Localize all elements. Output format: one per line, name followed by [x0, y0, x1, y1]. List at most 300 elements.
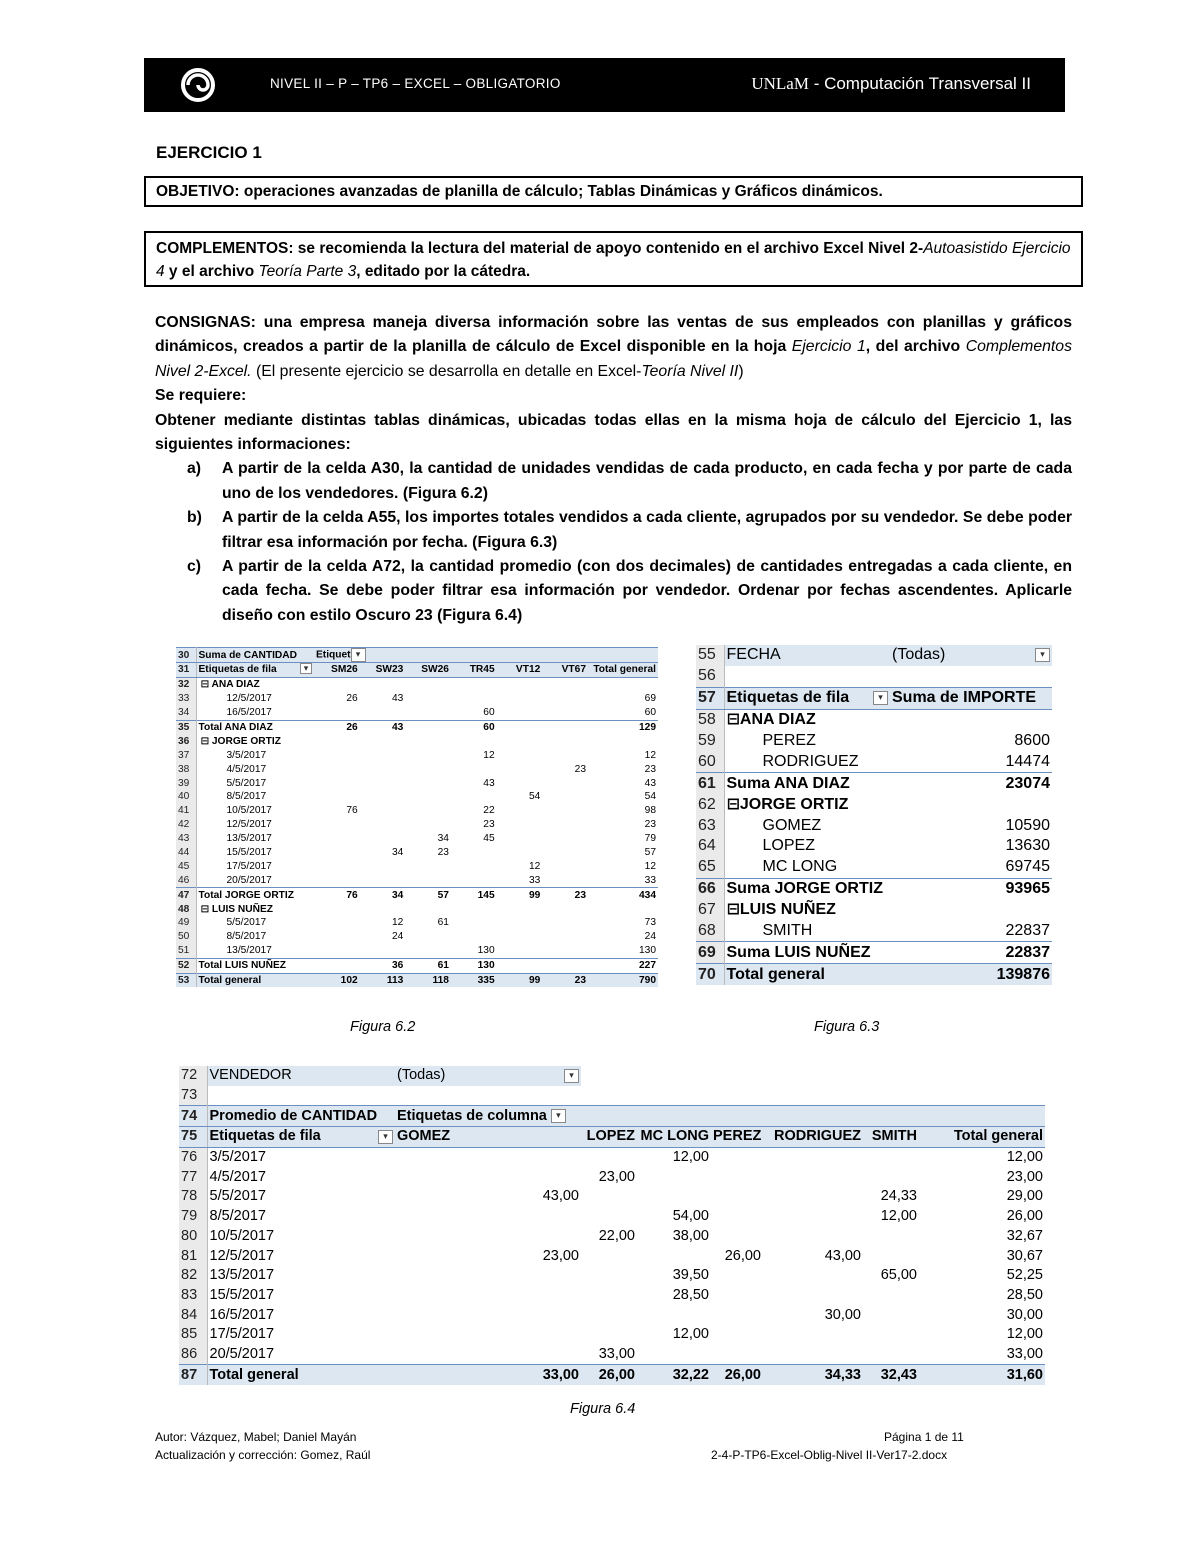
row-label: 8/5/2017: [226, 791, 267, 803]
table-row: [179, 1286, 1045, 1306]
value-cell: [451, 873, 497, 887]
value-cell: 43: [644, 777, 656, 789]
column-header: PEREZ: [711, 1127, 763, 1148]
table-row: [176, 804, 658, 818]
dropdown-arrow-icon[interactable]: ▾: [564, 1069, 579, 1083]
row-label: 13/5/2017: [226, 945, 272, 957]
document-header: [144, 58, 1065, 112]
value-cell: 33,00: [598, 1345, 635, 1362]
row-number: 74: [179, 1106, 207, 1127]
value-cell: 33: [644, 874, 656, 886]
row-label: 17/5/2017: [226, 860, 272, 872]
value-cell: 43: [360, 720, 406, 734]
value-cell: [542, 902, 588, 916]
consignas-paragraph: [155, 311, 1072, 384]
table-row: [176, 818, 658, 832]
value-cell: [314, 902, 360, 916]
row-number: 35: [176, 720, 196, 734]
value-cell: 34: [391, 847, 404, 859]
value-cell: [405, 677, 451, 691]
value-cell: [451, 859, 497, 873]
value-cell: 38,00: [672, 1227, 709, 1244]
value-cell: 23074: [890, 773, 1052, 794]
table-row: [696, 964, 1052, 985]
row-number: 52: [176, 958, 196, 973]
value-cell: 790: [588, 973, 658, 987]
pivot-value-row: [176, 648, 658, 663]
row-label: GOMEZ: [762, 816, 822, 834]
row-number: 41: [176, 804, 196, 818]
row-number: 45: [176, 859, 196, 873]
row-label: 15/5/2017: [209, 1286, 275, 1303]
value-cell: [542, 706, 588, 720]
column-header: Total general: [919, 1127, 1045, 1148]
row-number: 79: [179, 1207, 207, 1227]
row-label: ⊟LUIS NUÑEZ: [726, 901, 836, 919]
row-number: 87: [179, 1365, 207, 1385]
dropdown-arrow-icon[interactable]: ▾: [1035, 648, 1050, 662]
column-header: SM26: [314, 663, 360, 678]
column-header: GOMEZ: [395, 1127, 581, 1148]
table-row: [696, 900, 1052, 921]
value-cell: 23: [644, 763, 656, 775]
value-cell: [405, 944, 451, 958]
footer-file: 2-4-P-TP6-Excel-Oblig-Nivel II-Ver17-2.docx: [711, 1448, 948, 1462]
value-cell: [497, 902, 543, 916]
value-cell: 23: [542, 888, 588, 902]
value-cell: [863, 1345, 919, 1365]
value-cell: [711, 1345, 763, 1365]
value-cell: 32,22: [637, 1365, 711, 1385]
row-number: 48: [176, 902, 196, 916]
value-cell: 43,00: [542, 1188, 579, 1205]
value-cell: 227: [588, 958, 658, 973]
value-cell: 10590: [1005, 816, 1050, 834]
value-cell: [405, 720, 451, 734]
exercise-title: EJERCICIO 1: [156, 143, 262, 162]
value-cell: 130: [477, 945, 495, 957]
table-row: [176, 734, 658, 748]
row-number: 85: [179, 1325, 207, 1345]
value-cell: 335: [451, 973, 497, 987]
table-row: [696, 645, 1052, 666]
value-cell: 129: [588, 720, 658, 734]
value-cell: [451, 790, 497, 804]
table-row: [179, 1246, 1045, 1266]
value-cell: 52,25: [1006, 1267, 1043, 1284]
value-cell: [863, 1286, 919, 1306]
value-cell: 22837: [1005, 922, 1050, 940]
filter-value[interactable]: [395, 1066, 581, 1086]
value-cell: 23,00: [542, 1247, 579, 1264]
row-number: 64: [696, 836, 724, 857]
row-number: 37: [176, 748, 196, 762]
table-row: [176, 873, 658, 887]
row-number: 69: [696, 942, 724, 964]
value-cell: [314, 790, 360, 804]
value-cell: [542, 958, 588, 973]
row-label: ⊟JORGE ORTIZ: [726, 795, 849, 813]
row-number: 36: [176, 734, 196, 748]
table-row: [179, 1167, 1045, 1187]
complements-text-1: COMPLEMENTOS: se recomienda la lectura del material de apoyo contenido en el archivo Excel Nivel 2-: [156, 240, 924, 257]
value-cell: [890, 666, 1052, 687]
filter-value: (Todas) ▾: [890, 645, 1052, 666]
value-cell: 22837: [890, 942, 1052, 964]
value-cell: 33,00: [1006, 1345, 1043, 1362]
row-number: 53: [176, 973, 196, 987]
row-label: Total general: [196, 973, 314, 987]
value-cell: [863, 1305, 919, 1325]
value-cell: [581, 1147, 637, 1167]
table-row: [179, 1325, 1045, 1345]
column-header: SW26: [405, 663, 451, 678]
value-cell: [405, 776, 451, 790]
value-cell: 26,00: [581, 1365, 637, 1385]
footer-update: Actualización y corrección: Gomez, Raúl: [155, 1448, 371, 1462]
header-institution: [751, 74, 1031, 94]
row-number: 70: [696, 964, 724, 985]
requirement-item: [155, 555, 1072, 628]
row-label: 12/5/2017: [226, 819, 272, 831]
value-cell: [542, 790, 588, 804]
value-cell: [314, 706, 360, 720]
value-cell: [360, 944, 406, 958]
table-row: [176, 916, 658, 930]
value-cell: [863, 1325, 919, 1345]
value-cell: [542, 720, 588, 734]
value-cell: 23: [542, 973, 588, 987]
value-cell: [863, 1246, 919, 1266]
table-row: [176, 902, 658, 916]
row-number: 34: [176, 706, 196, 720]
value-cell: [451, 916, 497, 930]
value-cell: [360, 706, 406, 720]
table-row: [176, 692, 658, 706]
value-cell: [581, 1207, 637, 1227]
value-cell: 23: [483, 819, 495, 831]
value-cell: 145: [451, 888, 497, 902]
figure-caption: Figura 6.2: [350, 1019, 416, 1035]
value-cell: [451, 734, 497, 748]
column-header: SW23: [360, 663, 406, 678]
row-label: Total LUIS NUÑEZ: [196, 958, 314, 973]
value-cell: 12: [644, 860, 656, 872]
value-cell: [542, 818, 588, 832]
row-number: 38: [176, 762, 196, 776]
value-cell: 113: [360, 973, 406, 987]
row-labels-header: Etiquetas de fila ▾: [207, 1127, 395, 1148]
table-row: [696, 815, 1052, 836]
value-cell: [763, 1345, 863, 1365]
value-cell: 26,00: [1006, 1208, 1043, 1225]
pivot-filter-row: [179, 1066, 1045, 1086]
column-labels-filter[interactable]: [395, 1106, 581, 1127]
value-cell: [542, 859, 588, 873]
row-number: 44: [176, 846, 196, 860]
consignas-ref-3: Teoría Nivel II: [641, 362, 739, 380]
value-cell: [763, 1286, 863, 1306]
value-cell: [314, 873, 360, 887]
row-number: 62: [696, 794, 724, 815]
value-cell: [763, 1325, 863, 1345]
header-brand: UNLaM: [751, 74, 809, 93]
row-number: 83: [179, 1286, 207, 1306]
value-cell: [542, 944, 588, 958]
blank-row: [179, 1086, 1045, 1106]
value-cell: [581, 1187, 637, 1207]
value-cell: 130: [639, 945, 656, 957]
value-cell: [542, 748, 588, 762]
value-cell: 69745: [1005, 858, 1050, 876]
row-number: 33: [176, 692, 196, 706]
value-cell: [711, 1187, 763, 1207]
value-cell: [711, 1325, 763, 1345]
value-cell: 22: [483, 805, 495, 817]
table-row: [179, 1207, 1045, 1227]
value-cell: 33: [528, 874, 541, 886]
row-number: 55: [696, 645, 724, 666]
value-cell: [497, 958, 543, 973]
column-header: VT67: [542, 663, 588, 678]
value-cell: [711, 1266, 763, 1286]
value-cell: [395, 1325, 581, 1345]
value-cell: [360, 859, 406, 873]
value-cell: [497, 692, 543, 706]
value-cell: [395, 1147, 581, 1167]
table-row: [179, 1345, 1045, 1365]
value-cell: [542, 804, 588, 818]
row-label: Etiquetas de fila ▾: [724, 687, 890, 709]
filter-value-text: (Todas): [397, 1067, 446, 1084]
requirement-item: [155, 506, 1072, 555]
value-cell: [863, 1147, 919, 1167]
value-cell: [711, 1147, 763, 1167]
figure-6-3-pivot-table: [696, 645, 1052, 998]
row-label: 8/5/2017: [226, 931, 267, 943]
dropdown-arrow-icon[interactable]: ▾: [551, 1109, 566, 1123]
row-number: 50: [176, 930, 196, 944]
row-number: 81: [179, 1246, 207, 1266]
row-label: 16/5/2017: [209, 1306, 275, 1323]
consignas-text-2: , del archivo: [865, 338, 966, 356]
value-cell: [763, 1187, 863, 1207]
se-requiere: Se requiere:: [155, 387, 247, 405]
value-cell: [581, 1286, 637, 1306]
figure-caption: Figura 6.4: [570, 1401, 636, 1417]
value-cell: [314, 677, 360, 691]
value-cell: [405, 762, 451, 776]
value-cell: [863, 1227, 919, 1247]
consignas-text-4: ): [738, 362, 744, 380]
value-cell: 57: [405, 888, 451, 902]
value-cell: 26: [346, 693, 358, 705]
value-cell: 45: [483, 833, 495, 845]
footer-author: Autor: Vázquez, Mabel; Daniel Mayán: [155, 1430, 357, 1444]
value-cell: [890, 709, 1052, 730]
value-cell: [711, 1305, 763, 1325]
table-row: [179, 1187, 1045, 1207]
value-cell: [314, 748, 360, 762]
table-row: [696, 731, 1052, 752]
value-cell: [637, 1345, 711, 1365]
requirement-label: a): [187, 460, 202, 478]
table-row: [696, 666, 1052, 687]
column-header: SMITH: [863, 1127, 919, 1148]
value-cell: [451, 930, 497, 944]
value-cell: [763, 1147, 863, 1167]
row-label: ⊟ANA DIAZ: [726, 711, 816, 729]
row-label: LOPEZ: [762, 837, 815, 855]
row-number: 47: [176, 888, 196, 902]
value-cell: [497, 720, 543, 734]
table-row: [176, 930, 658, 944]
row-label: 4/5/2017: [226, 763, 267, 775]
value-cell: [314, 762, 360, 776]
grand-total-row: [179, 1365, 1045, 1385]
table-row: [696, 751, 1052, 772]
requirement-item: [155, 457, 1072, 506]
dropdown-arrow-icon[interactable]: ▾: [378, 1130, 393, 1144]
row-label: 20/5/2017: [209, 1345, 275, 1362]
row-number: 57: [696, 687, 724, 709]
value-cell: [763, 1227, 863, 1247]
value-cell: 36: [360, 958, 406, 973]
dropdown-arrow-icon[interactable]: ▾: [351, 648, 366, 662]
value-cell: 60: [483, 707, 495, 719]
value-cell: [497, 706, 543, 720]
value-cell: [395, 1207, 581, 1227]
value-cell: [395, 1345, 581, 1365]
value-cell: [711, 1286, 763, 1306]
value-cell: [588, 902, 658, 916]
value-cell: 26: [314, 720, 360, 734]
row-label: ⊟ JORGE ORTIZ: [200, 735, 281, 747]
consignas-text-3: (El presente ejercicio se desarrolla en detalle en Excel-: [251, 362, 642, 380]
value-cell: [314, 846, 360, 860]
row-label: 10/5/2017: [209, 1227, 275, 1244]
column-header: Total general: [588, 663, 658, 678]
requirements-intro: Obtener mediante distintas tablas dinámicas, ubicadas todas ellas en la misma hoja de cálculo del Ejercicio 1, las siguientes informaciones:: [155, 411, 1072, 454]
row-number: 86: [179, 1345, 207, 1365]
table-row: [176, 859, 658, 873]
value-cell: 54: [528, 791, 541, 803]
value-cell: [581, 1266, 637, 1286]
value-cell: [405, 804, 451, 818]
row-label: 17/5/2017: [209, 1326, 275, 1343]
value-cell: [395, 1167, 581, 1187]
value-cell: 23,00: [598, 1168, 635, 1185]
pivot-header-row: [179, 1127, 1045, 1148]
value-cell: [360, 677, 406, 691]
value-cell: [497, 832, 543, 846]
value-cell: 12: [528, 860, 541, 872]
instructions: [155, 311, 1072, 628]
row-number: 46: [176, 873, 196, 887]
row-label: Total JORGE ORTIZ: [196, 888, 314, 902]
row-label: Total general: [724, 964, 890, 985]
value-cell: [637, 1246, 711, 1266]
value-cell: 30,00: [824, 1306, 861, 1323]
value-cell: 12,00: [880, 1208, 917, 1225]
row-label: 5/5/2017: [226, 917, 267, 929]
requirement-text: A partir de la celda A72, la cantidad promedio (con dos decimales) de cantidades entregadas a cada cliente, en cada fecha. Se debe poder filtrar esa información por vendedor. Ordenar por fechas ascendentes. Aplicarle diseño con estilo Oscuro 23 (Figura 6.4): [222, 558, 1072, 624]
value-cell: [497, 930, 543, 944]
dropdown-arrow-icon[interactable]: ▾: [873, 691, 888, 705]
value-cell: 26,00: [711, 1365, 763, 1385]
table-row: [176, 958, 658, 973]
row-number: 68: [696, 921, 724, 942]
value-cell: [314, 944, 360, 958]
table-row: [179, 1266, 1045, 1286]
dropdown-arrow-icon[interactable]: ▾: [300, 663, 312, 674]
value-cell: [637, 1167, 711, 1187]
value-cell: [542, 930, 588, 944]
value-cell: [637, 1187, 711, 1207]
column-header: VT12: [497, 663, 543, 678]
value-cell: 12,00: [672, 1326, 709, 1343]
table-row: [696, 709, 1052, 730]
value-cell: [395, 1266, 581, 1286]
table-row: [176, 944, 658, 958]
row-label: [724, 666, 890, 687]
value-cell: 12,00: [1006, 1326, 1043, 1343]
value-cell: 43: [483, 777, 495, 789]
value-cell: [497, 846, 543, 860]
value-cell: [451, 846, 497, 860]
value-cell: [360, 776, 406, 790]
value-cell: [542, 873, 588, 887]
value-cell: 13630: [1005, 837, 1050, 855]
value-cell: [405, 706, 451, 720]
value-cell: [314, 859, 360, 873]
value-cell: [405, 818, 451, 832]
value-cell: 130: [451, 958, 497, 973]
value-cell: [763, 1266, 863, 1286]
value-cell: [542, 916, 588, 930]
value-cell: [405, 873, 451, 887]
value-cell: 54,00: [672, 1208, 709, 1225]
value-cell: [497, 916, 543, 930]
value-cell: 93965: [890, 878, 1052, 899]
table-row: [176, 762, 658, 776]
table-row: [696, 836, 1052, 857]
row-label: RODRIGUEZ: [762, 752, 859, 770]
value-cell: 33,00: [395, 1365, 581, 1385]
unlam-logo-icon: [178, 67, 218, 103]
row-label: SMITH: [762, 922, 813, 940]
value-cell: [360, 873, 406, 887]
row-label: 3/5/2017: [209, 1149, 266, 1166]
value-cell: [542, 692, 588, 706]
value-cell: 31,60: [919, 1365, 1045, 1385]
value-cell: [405, 859, 451, 873]
column-labels-filter[interactable]: [314, 648, 360, 663]
table-row: [176, 706, 658, 720]
value-cell: [497, 776, 543, 790]
consignas-ref-1: Ejercicio 1: [791, 338, 866, 356]
table-row: [179, 1227, 1045, 1247]
figure-caption: Figura 6.3: [814, 1019, 880, 1035]
value-cell: [395, 1286, 581, 1306]
row-label: 4/5/2017: [209, 1168, 266, 1185]
value-cell: 118: [405, 973, 451, 987]
value-cell: 76: [346, 805, 358, 817]
value-cell: [405, 902, 451, 916]
value-cell: [360, 832, 406, 846]
row-label: 12/5/2017: [209, 1247, 275, 1264]
row-number: 51: [176, 944, 196, 958]
